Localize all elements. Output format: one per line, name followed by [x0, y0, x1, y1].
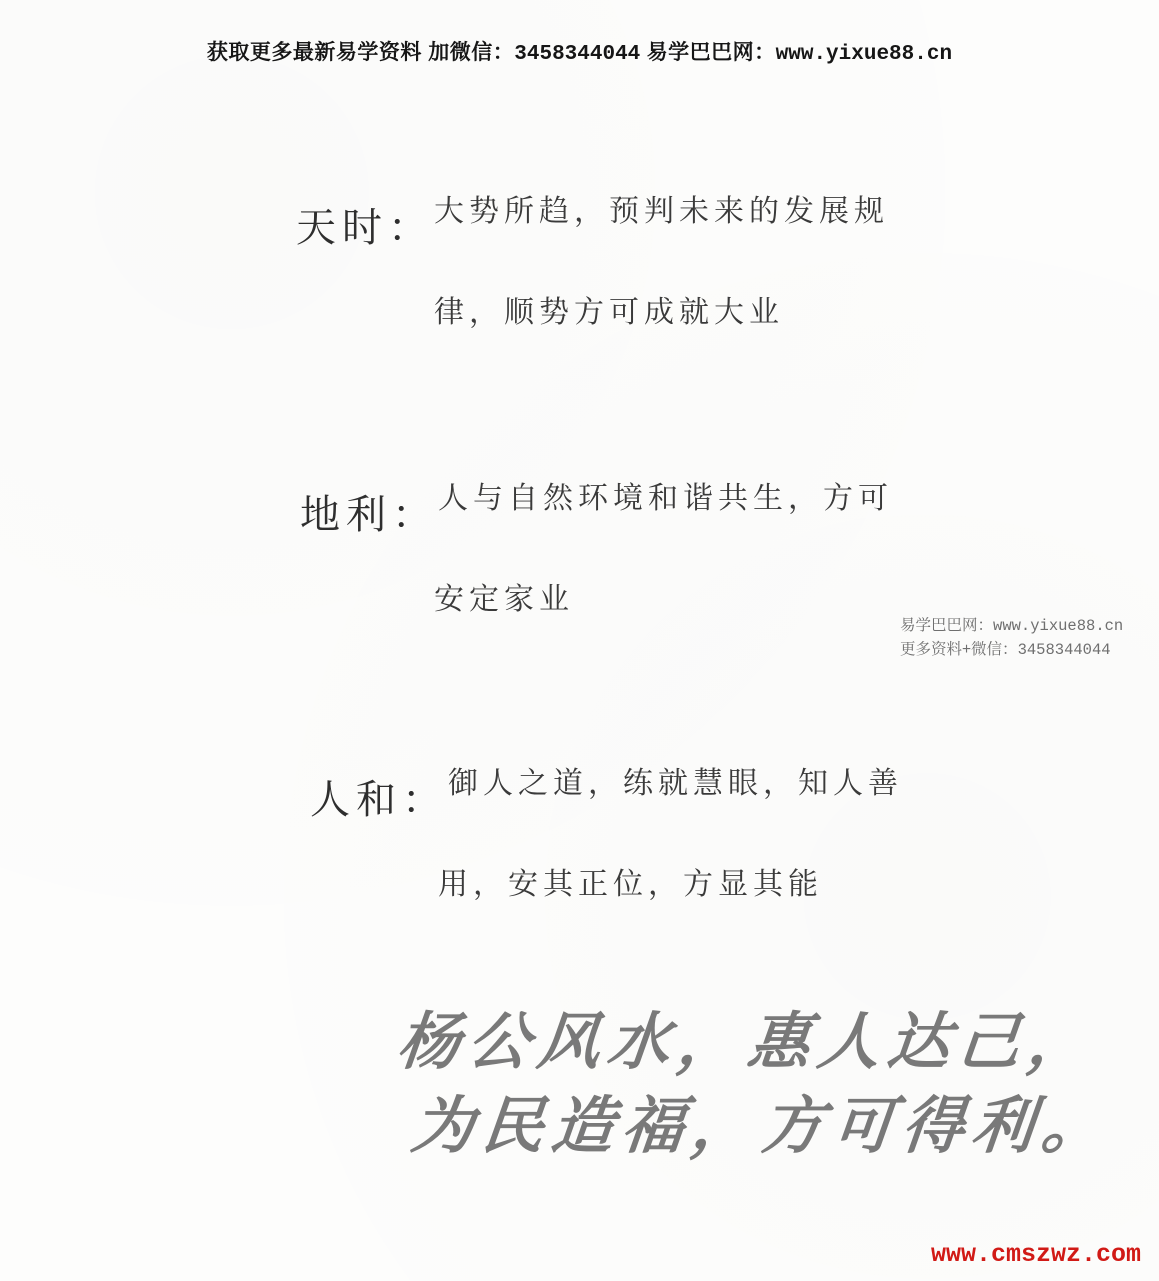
header-promo-text: 获取更多最新易学资料: [206, 41, 422, 64]
section-tianshi-text1: 大势所趋，预判未来的发展规: [434, 194, 889, 229]
section-renhe-line1: [310, 768, 903, 825]
watermark-site-url: www.yixue88.cn: [993, 617, 1124, 635]
section-dili-text2: 安定家业: [434, 582, 574, 617]
watermark-wechat-label: 更多资料+微信：: [900, 641, 1018, 659]
calligraphy-block: [394, 1000, 1116, 1167]
footer-site-stamp: www.cmszwz.com: [930, 1240, 1141, 1269]
header-site-url: www.yixue88.cn: [775, 43, 953, 66]
section-renhe-colon: ：: [402, 777, 448, 823]
watermark-line-2: [900, 638, 1159, 662]
watermark-line-1: [900, 614, 1159, 638]
section-tianshi: [296, 196, 889, 329]
section-tianshi-text2: 律，顺势方可成就大业: [434, 295, 784, 330]
section-renhe-text2: 用，安其正位，方显其能: [438, 867, 823, 902]
section-dili-colon: ：: [392, 492, 438, 538]
watermark-wechat-number: 3458344044: [1017, 641, 1111, 660]
section-renhe-text1: 御人之道，练就慧眼，知人善: [448, 766, 903, 801]
section-tianshi-line1: [296, 196, 889, 253]
watermark-block: [900, 614, 1159, 662]
section-tianshi-label: 天时: [296, 205, 388, 251]
section-renhe: [310, 768, 903, 901]
calligraphy-line-2: 为民造福，方可得利。: [408, 1088, 1116, 1162]
section-renhe-label: 人和: [310, 777, 402, 823]
page-header-banner: [0, 36, 1159, 66]
section-dili-text1: 人与自然环境和谐共生，方可: [438, 481, 893, 516]
section-dili-line1: [300, 483, 893, 540]
watermark-site-label: 易学巴巴网：: [900, 617, 994, 634]
header-wechat-label: 加微信：: [428, 41, 515, 64]
header-wechat-number: 3458344044: [514, 43, 641, 66]
section-tianshi-colon: ：: [388, 205, 434, 251]
section-dili: [300, 483, 893, 616]
calligraphy-line-1: 杨公风水，惠人达己，: [394, 1005, 1102, 1078]
section-dili-label: 地利: [300, 492, 392, 538]
header-site-label: 易学巴巴网：: [646, 41, 776, 64]
